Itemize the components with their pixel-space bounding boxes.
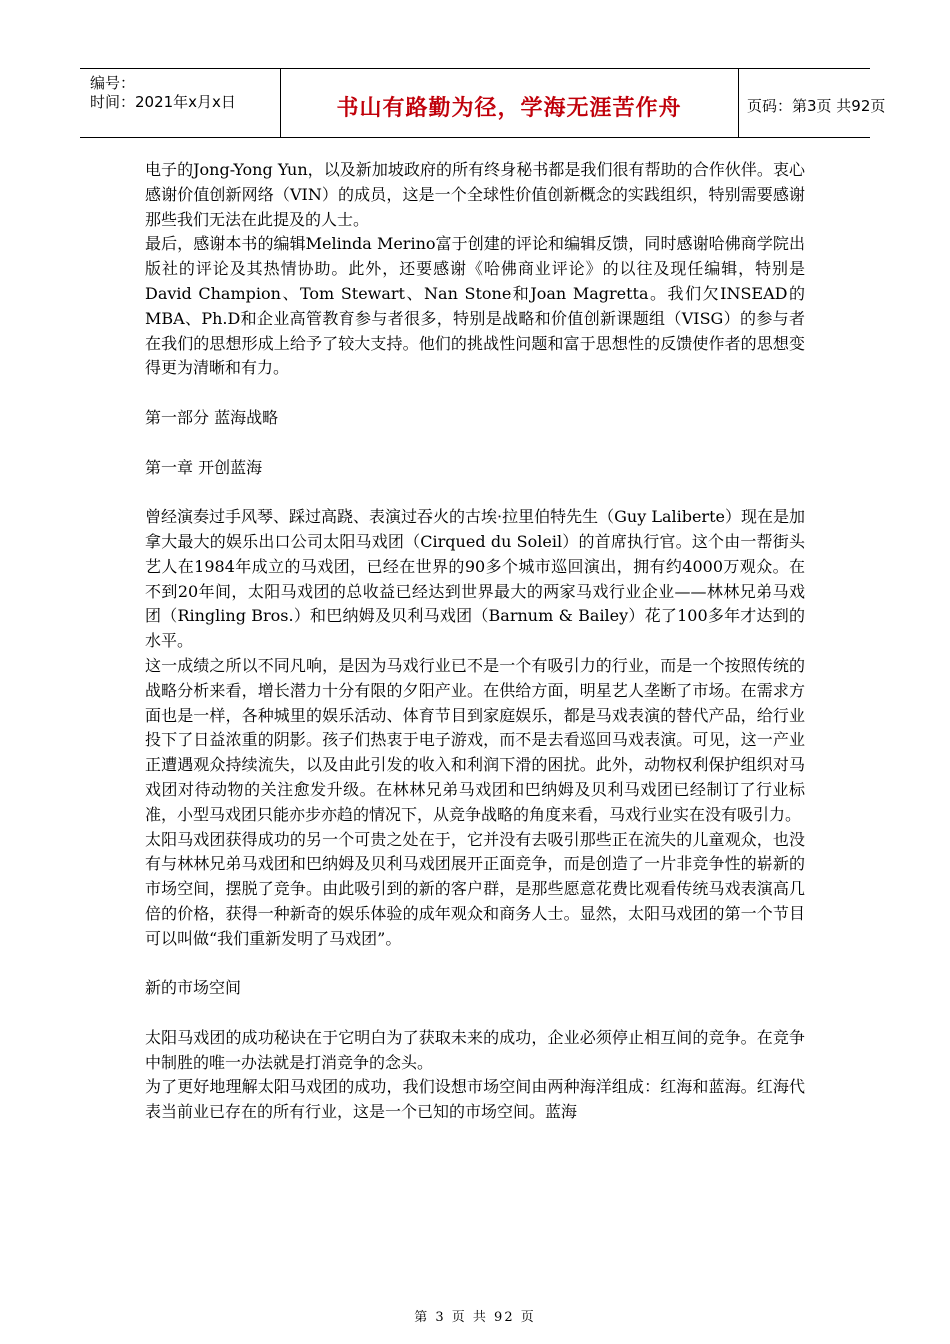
paragraph-body: 这一成绩之所以不同凡响，是因为马戏行业已不是一个有吸引力的行业，而是一个按照传统的战略分析来看，增长潜力十分有限的夕阳产业。在供给方面，明星艺人垄断了市场。在需求方面也是一样，各种城里的娱乐活动、体育节目到家庭娱乐，都是马戏表演的替代产品，给行业投下了日益浓重的阴影。孩子们热衷于电子游戏，而不是去看巡回马戏表演。可见，这一产业正遭遇观众持续流失，以及由此引发的收入和利润下滑的困扰。此外，动物权利保护组织对马戏团对待动物的关注愈发升级。在林林兄弟马戏团和巴纳姆及贝利马戏团已经制订了行业标准，小型马戏团只能亦步亦趋的情况下，从竞争战略的角度来看，马戏行业实在没有吸引力。 xyxy=(145,655,805,824)
part-heading: 第一部分 蓝海战略 xyxy=(145,407,279,427)
header-date-label: 时间：2021年x月x日 xyxy=(90,93,236,111)
paragraph-acknowledgement-1: 电子的Jong-Yong Yun，以及新加坡政府的所有终身秘书都是我们很有帮助的合作伙伴。衷心感谢价值创新网络（VIN）的成员，这是一个全球性价值创新概念的实践组织，特别需要感谢那些我们无法在此提及的人士。 xyxy=(145,160,805,229)
page-header xyxy=(80,68,886,138)
section-heading: 新的市场空间 xyxy=(145,978,242,998)
page-footer: 第 3 页 共 92 页 xyxy=(414,1310,536,1325)
header-page-label: 页码：第3页 共92页 xyxy=(747,97,886,115)
paragraph-body: 为了更好地理解太阳马戏团的成功，我们设想市场空间由两种海洋组成：红海和蓝海。红海代表当前业已存在的所有行业，这是一个已知的市场空间。蓝海 xyxy=(145,1077,805,1122)
paragraph-body: 太阳马戏团的成功秘诀在于它明白为了获取未来的成功，企业必须停止相互间的竞争。在竞争中制胜的唯一办法就是打消竞争的念头。 xyxy=(145,1027,805,1072)
paragraph-body: 曾经演奏过手风琴、踩过高跷、表演过吞火的古埃·拉里伯特先生（Guy Laliberte）现在是加拿大最大的娱乐出口公司太阳马戏团（Cirqued du Soleil）的首席执行官。这个由一帮街头艺人在1984年成立的马戏团，已经在世界的90多个城市巡回演出，拥有约4000万观众。在不到20年间，太阳马戏团的总收益已经达到世界最大的两家马戏行业企业——林林兄弟马戏团（Ringling Bros.）和巴纳姆及贝利马戏团（Barnum & Bailey）花了100多年才达到的水平。 xyxy=(145,507,805,651)
header-page-cell xyxy=(738,69,886,137)
header-motto: 书山有路勤为径，学海无涯苦作舟 xyxy=(336,96,682,121)
header-number-label: 编号： xyxy=(90,74,136,92)
chapter-heading: 第一章 开创蓝海 xyxy=(145,457,263,477)
document-body xyxy=(145,158,805,1125)
paragraph-body: 太阳马戏团获得成功的另一个可贵之处在于，它并没有去吸引那些正在流失的儿童观众，也没有与林林兄弟马戏团和巴纳姆及贝利马戏团展开正面竞争，而是创造了一片非竞争性的崭新的市场空间，摆脱了竞争。由此吸引到的新的客户群，是那些愿意花费比观看传统马戏表演高几倍的价格，获得一种新奇的娱乐体验的成年观众和商务人士。显然，太阳马戏团的第一个节目可以叫做“我们重新发明了马戏团”。 xyxy=(145,829,805,948)
paragraph-acknowledgement-2: 最后，感谢本书的编辑Melinda Merino富于创建的评论和编辑反馈，同时感谢哈佛商学院出版社的评论及其热情协助。此外，还要感谢《哈佛商业评论》的以往及现任编辑，特别是David Champion、Tom Stewart、Nan Stone和Joan Magretta。我们欠INSEAD的MBA、Ph.D和企业高管教育参与者很多，特别是战略和价值创新课题组（VISG）的参与者在我们的思想形成上给予了较大支持。他们的挑战性问题和富于思想性的反馈使作者的思想变得更为清晰和有力。 xyxy=(145,234,805,378)
header-meta xyxy=(80,69,281,137)
header-motto-cell xyxy=(280,69,739,137)
